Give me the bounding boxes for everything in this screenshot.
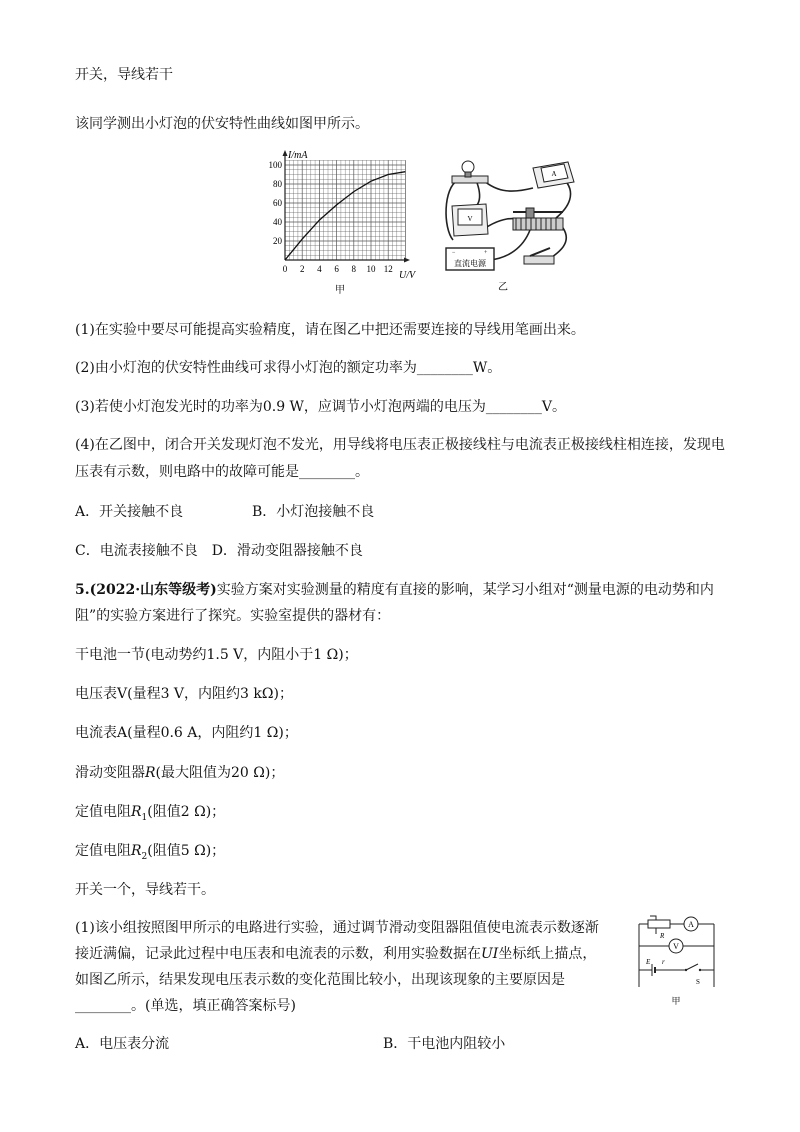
question-3: (3)若使小灯泡发光时的功率为0.9 W，应调节小灯泡两端的电压为________V。 [75,399,567,415]
svg-text:V: V [467,215,473,223]
y-tick-label: 100 [268,160,282,170]
question-4-line-1: (4)在乙图中，闭合开关发现灯泡不发光，用导线将电压表正极接线柱与电流表正极接线柱相连接，发现电 [75,437,725,453]
text-span: 接近满偏，记录此过程中电压表和电流表的示数，利用实验数据在 [75,946,481,962]
equipment-voltmeter: 电压表V(量程3 V，内阻约3 kΩ)； [75,686,293,702]
x-axis-label: U/V [399,270,416,281]
text-span: 坐标纸上描点， [498,946,597,962]
graph-caption: 甲 [335,285,345,296]
text-span: 定值电阻 [75,843,131,859]
question-1: (1)在实验中要尽可能提高实验精度，请在图乙中把还需要连接的导线用笔画出来。 [75,322,585,338]
text-span: (阻值5 Ω)； [147,843,226,859]
answer-option-b: B．干电池内阻较小 [383,1036,506,1052]
x-tick-label: 6 [334,264,339,274]
svg-text:A: A [688,920,694,929]
variable-ui: UI [481,946,499,962]
svg-text:A: A [551,170,557,178]
iu-graph-figure [258,148,428,298]
sub-question-1-line-4: ________。(单选，填正确答案标号) [75,998,296,1014]
svg-text:+: + [484,250,488,256]
x-tick-label: 10 [366,264,376,274]
text-line-2: 该同学测出小灯泡的伏安特性曲线如图甲所示。 [75,116,369,132]
voltmeter-icon [452,204,488,236]
problem-5-number: 5.(2022·山东等级考) [75,582,217,598]
wire [548,228,566,260]
svg-text:R: R [660,932,665,940]
bulb-icon [452,161,488,183]
svg-text:E: E [646,958,651,966]
apparatus-figure [438,148,578,296]
rheostat-symbol [648,920,670,928]
circuit-diagram-figure [634,912,720,1012]
svg-text:S: S [696,978,700,986]
sub-question-1-line-3: 如图乙所示，结果发现电压表示数的变化范围比较小，出现该现象的主要原因是 [75,972,565,988]
problem-5-line-2: 阻”的实验方案进行了探究。实验室提供的器材有： [75,608,391,624]
svg-text:−: − [452,250,456,256]
y-axis-arrow-icon [283,150,288,156]
dc-power-supply-icon [446,248,494,270]
x-tick-label: 12 [383,264,393,274]
sub-question-1-line-2 [75,944,596,964]
apparatus-caption: 乙 [498,282,508,293]
x-tick-labels [283,264,393,274]
svg-text:直流电源: 直流电源 [454,259,486,268]
variable-r: R [145,765,156,781]
y-tick-label: 60 [273,198,282,208]
switch-icon [524,248,554,264]
x-tick-label: 4 [317,264,322,274]
y-axis-label: I/mA [288,150,308,161]
x-tick-label: 0 [282,264,288,274]
y-tick-label: 80 [273,179,282,189]
svg-text:V: V [673,942,679,951]
sub-question-1-line-1: (1)该小组按照图甲所示的电路进行实验，通过调节滑动变阻器阻值使电流表示数逐渐 [75,920,599,936]
text-span: (阻值2 Ω)； [147,804,226,820]
option-a: A．开关接触不良 [75,504,184,520]
options-c-d: C．电流表接触不良 D．滑动变阻器接触不良 [75,543,363,559]
text-span: 定值电阻 [75,804,131,820]
answer-option-a: A．电压表分流 [75,1036,170,1052]
variable-r: R [131,804,142,820]
switch-symbol [686,964,698,970]
problem-5-line-1 [75,580,714,600]
text-line-1: 开关，导线若干 [75,67,173,83]
y-tick-label: 20 [273,236,282,246]
x-tick-label: 2 [299,264,305,274]
question-2: (2)由小灯泡的伏安特性曲线可求得小灯泡的额定功率为________W。 [75,360,502,376]
variable-r: R [131,843,142,859]
option-b: B．小灯泡接触不良 [252,504,375,520]
equipment-rheostat [75,763,284,783]
equipment-ammeter: 电流表A(量程0.6 A，内阻约1 Ω)； [75,725,298,741]
svg-text:r: r [662,958,665,966]
question-4-line-2: 压表有示数，则电路中的故障可能是________。 [75,464,369,480]
circuit-caption: 甲 [671,996,681,1006]
text-span: 滑动变阻器 [75,765,145,781]
equipment-resistor-r2 [75,841,225,867]
x-tick-label: 8 [351,264,357,274]
subscript: 1 [141,812,148,823]
subscript: 2 [141,851,148,862]
equipment-resistor-r1 [75,802,225,828]
rheostat-icon [513,208,563,230]
text-span: (最大阻值为20 Ω)； [155,765,285,781]
y-tick-label: 40 [273,217,282,227]
y-tick-labels [269,160,283,246]
wire [483,180,533,191]
equipment-switch: 开关一个，导线若干。 [75,882,215,898]
equipment-battery: 干电池一节(电动势约1.5 V，内阻小于1 Ω)； [75,647,358,663]
x-axis-arrow-icon [404,258,410,263]
problem-5-text: 实验方案对实验测量的精度有直接的影响，某学习小组对“测量电源的电动势和内 [216,582,714,598]
